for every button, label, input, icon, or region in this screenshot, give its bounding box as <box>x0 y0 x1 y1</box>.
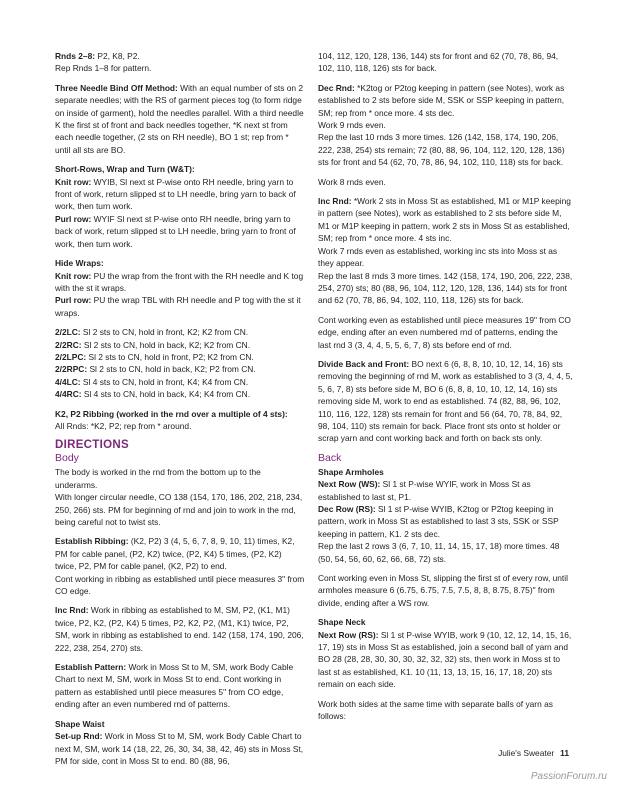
body-heading: Body <box>55 452 79 465</box>
establish-ribbing: Establish Ribbing: (K2, P2) 3 (4, 5, 6, 7, 8, 9, 10, 11) times, K2, PM for cable panel, (P2, K2) twice, (P2, K4) 5 times, (P2, K2) twice, P2, PM for cable panel, (K2, P2) to end. Cont working in ribbing as established until piece measures 3" from CO edge. <box>55 536 305 597</box>
cont-even: Cont working even as established until piece measures 19" from CO edge, ending after an even numbered rnd of patterns, ending the last rnd 3 (3, 4, 4, 5, 5, 6, 7, 8) sts before end of rnd. <box>318 314 571 350</box>
back-heading: Back <box>318 451 342 464</box>
directions-heading: DIRECTIONS <box>55 439 129 452</box>
cable-definitions: 2/2LC: Sl 2 sts to CN, hold in front, K2; K2 from CN. 2/2RC: Sl 2 sts to CN, hold in back, K2; K2 from CN. 2/2LPC: Sl 2 sts to CN, hold in front, P2; K2 from CN. 2/2RPC: Sl 2 sts to CN, hold in back, K2; P2 from CN. 4/4LC: Sl 4 sts to CN, hold in front, K4; K4 from CN. 4/4RC: Sl 4 sts to CN, hold in back, K4; K4 from CN. <box>55 327 256 400</box>
page-footer <box>498 748 569 758</box>
inc-rnd-body: Inc Rnd: Work in ribbing as established to M, SM, P2, (K1, M1) twice, P2, K2, (P2, K4) 5 times, P2, K2, P2, (M1, K1) twice, P2, SM, work in ribbing as established to end. 142 (158, 174, 190, 206, 222, 238, 254, 270) sts. <box>55 605 304 653</box>
body-cast-on: With longer circular needle, CO 138 (154, 170, 186, 202, 218, 234, 250, 266) sts. PM for beginning of rnd and join to work in the rnd, being careful not to twist sts. <box>55 492 303 527</box>
divide-back-front: Divide Back and Front: BO next 6 (6, 8, 8, 10, 10, 12, 14, 16) sts removing the beginning of rnd M, work as established to 3 (3, 4, 4, 5, 5, 6, 7, 8) sts before side M, BO 6 (6, 8, 8, 10, 10, 12, 14, 16) sts removing side M, work to end as established. 74 (82, 88, 96, 102, 110, 116, 122, 128) sts remain for front and 56 (64, 70, 78, 84, 92, 98, 104, 110) sts remain for back. Place front sts onto st holder or scrap yarn and cont working back and forth on back sts only. <box>318 358 573 444</box>
waist-continued: 104, 112, 120, 128, 136, 144) sts for front and 62 (70, 78, 86, 94, 102, 110, 118, 126) sts for back. <box>318 51 559 74</box>
shape-waist: Shape Waist Set-up Rnd: Work in Moss St to M, SM, work Body Cable Chart to next M, SM, work 14 (18, 22, 26, 30, 34, 38, 42, 46) sts in Moss St, PM for side, cont in Moss St to end. 80 (88, 96, <box>55 718 304 766</box>
body-intro: The body is worked in the rnd from the bottom up to the underarms. <box>55 467 261 490</box>
three-needle-bind-off: Three Needle Bind Off Method: With an equal number of sts on 2 separate needles; with the RS of garment pieces tog (to form ridge on inside of garment), hold the needles parallel. With a third needle K the first st of front and back needles together, *K next st from each needle together, (2 sts on RH needle), BO 1 st; rep from * until all sts are BO. <box>55 82 304 155</box>
footer-title: Julie's Sweater <box>498 748 555 758</box>
page-number: 11 <box>560 748 569 758</box>
right-column <box>318 50 573 730</box>
short-rows: Short-Rows, Wrap and Turn (W&T): Knit row: WYIB, Sl next st P-wise onto RH needle, bring yarn to front of work, return slipped st to LH needle, bring yarn to back of work, then turn work. Purl row: WYIF Sl next st P-wise onto RH needle, bring yarn to back of work, return slipped st to LH needle, bring yarn to front of work, then turn work. <box>55 164 296 249</box>
hide-wraps: Hide Wraps: Knit row: PU the wrap from the front with the RH needle and K tog with the st it wraps. Purl row: PU the wrap TBL with RH needle and P tog with the st it wraps. <box>55 258 304 318</box>
inc-rnd-waist: Inc Rnd: *Work 2 sts in Moss St as established, M1 or M1P keeping in pattern (see Notes), work as established to 2 sts before side M, M1 or M1P keeping in pattern, work 2 sts in Moss St as established, SM; rep from * once more. 4 sts inc. Work 7 rnds even as established, working inc sts into Moss st as they appear. Rep the last 8 rnds 3 more times. 142 (158, 174, 190, 206, 222, 238, 254, 270) sts; 80 (88, 96, 104, 112, 120, 128, 136, 144) sts for front and 62 (70, 78, 86, 94, 102, 110, 118, 126) sts for back. <box>318 196 573 306</box>
watermark: PassionForum.ru <box>530 771 607 782</box>
dec-rnd: Dec Rnd: *K2tog or P2tog keeping in pattern (see Notes), work as established to 2 sts before side M, SSK or SSP keeping in pattern, SM; rep from * once more. 4 sts dec. Work 9 rnds even. Rep the last 10 rnds 3 more times. 126 (142, 158, 174, 190, 206, 222, 238, 254) sts remain; 72 (80, 88, 96, 104, 112, 120, 128, 136) sts for front and 54 (62, 70, 78, 86, 94, 102, 110, 118) sts for back. <box>318 82 565 168</box>
shape-neck: Shape Neck Next Row (RS): Sl 1 st P-wise WYIB, work 9 (10, 12, 12, 14, 15, 16, 17, 19) sts in Moss St as established, join a second ball of yarn and BO 28 (28, 28, 30, 30, 30, 32, 32, 32) sts, then work in Moss st to last st as established, K1. 10 (11, 13, 13, 15, 16, 17, 18, 20) sts remain on each side. <box>318 617 572 690</box>
work-8-rnds: Work 8 rnds even. <box>318 176 386 187</box>
work-both-sides: Work both sides at the same time with separate balls of yarn as follows: <box>318 698 553 722</box>
left-column <box>55 50 305 774</box>
cont-moss: Cont working even in Moss St, slipping the first st of every row, until armholes measure 6 (6.75, 6.75, 7.5, 7.5, 8, 8, 8.75, 8.75)" from divide, ending after a WS row. <box>318 573 568 608</box>
establish-pattern: Establish Pattern: Work in Moss St to M, SM, work Body Cable Chart to next M, SM, work in Moss St to end. Cont working in pattern as established until piece measures 5" from CO edge, ending after an even numbered rnd of patterns. <box>55 662 294 710</box>
shape-armholes: Shape Armholes Next Row (WS): Sl 1 st P-wise WYIF, work in Moss St as established to last st, P1. Dec Row (RS): Sl 1 st P-wise WYIB, K2tog or P2tog keeping in pattern, work in Moss St as established to last 3 sts, SSK or SSP keeping in pattern, K1. 2 sts dec. Rep the last 2 rows 3 (6, 7, 10, 11, 14, 15, 17, 18) more times. 48 (50, 54, 56, 60, 62, 66, 68, 72) sts. <box>318 466 560 564</box>
k2p2-ribbing: K2, P2 Ribbing (worked in the rnd over a multiple of 4 sts): All Rnds: *K2, P2; rep from * around. <box>55 408 288 431</box>
rnds-2-8: Rnds 2–8: P2, K8, P2. Rep Rnds 1–8 for pattern. <box>55 51 152 74</box>
